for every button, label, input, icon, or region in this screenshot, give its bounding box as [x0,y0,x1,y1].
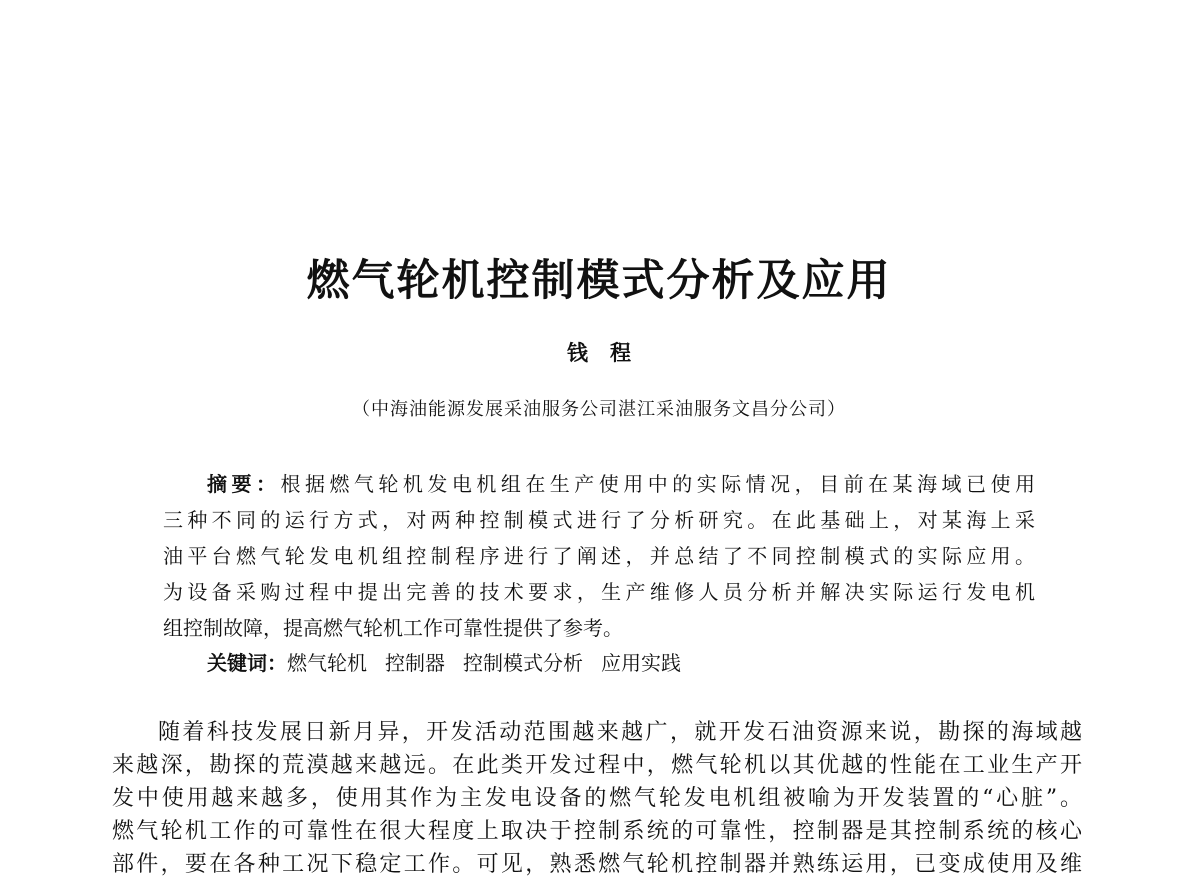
keyword-item: 燃气轮机 [287,651,367,675]
abstract-block [163,466,1035,646]
abstract-label: 摘要： [207,472,281,496]
abstract-line: 为设备采购过程中提出完善的技术要求，生产维修人员分析并解决实际运行发电机 [163,580,1035,604]
body-line: 部件，要在各种工况下稳定工作。可见，熟悉燃气轮机控制器并熟练运用，已变成使用及维 [112,852,1082,877]
abstract-line: 组控制故障，提高燃气轮机工作可靠性提供了参考。 [163,616,623,640]
body-line: 燃气轮机工作的可靠性在很大程度上取决于控制系统的可靠性，控制器是其控制系统的核心 [112,819,1082,844]
body-paragraph [112,716,1082,878]
abstract-line [163,466,1035,502]
body-line: 来越深，勘探的荒漠越来越远。在此类开发过程中，燃气轮机以其优越的性能在工业生产开 [112,753,1082,778]
abstract-line: 三种不同的运行方式，对两种控制模式进行了分析研究。在此基础上，对某海上采 [163,508,1035,532]
keyword-item: 应用实践 [601,651,681,675]
author-name: 钱程 [567,341,653,365]
abstract-text: 根据燃气轮机发电机组在生产使用中的实际情况，目前在某海域已使用 [280,472,1036,496]
keywords-label: 关键词： [207,651,287,675]
keyword-item: 控制器 [385,651,445,675]
keywords-line [207,646,699,680]
body-line: 发中使用越来越多，使用其作为主发电设备的燃气轮发电机组被喻为开发装置的“心脏”。 [112,786,1082,811]
abstract-line: 油平台燃气轮发电机组控制程序进行了阐述，并总结了不同控制模式的实际应用。 [163,544,1035,568]
body-line: 随着科技发展日新月异，开发活动范围越来越广，就开发石油资源来说，勘探的海域越 [158,720,1082,745]
author-affiliation: （中海油能源发展采油服务公司湛江采油服务文昌分公司） [352,399,846,420]
keyword-item: 控制模式分析 [463,651,583,675]
paper-title: 燃气轮机控制模式分析及应用 [306,256,892,306]
